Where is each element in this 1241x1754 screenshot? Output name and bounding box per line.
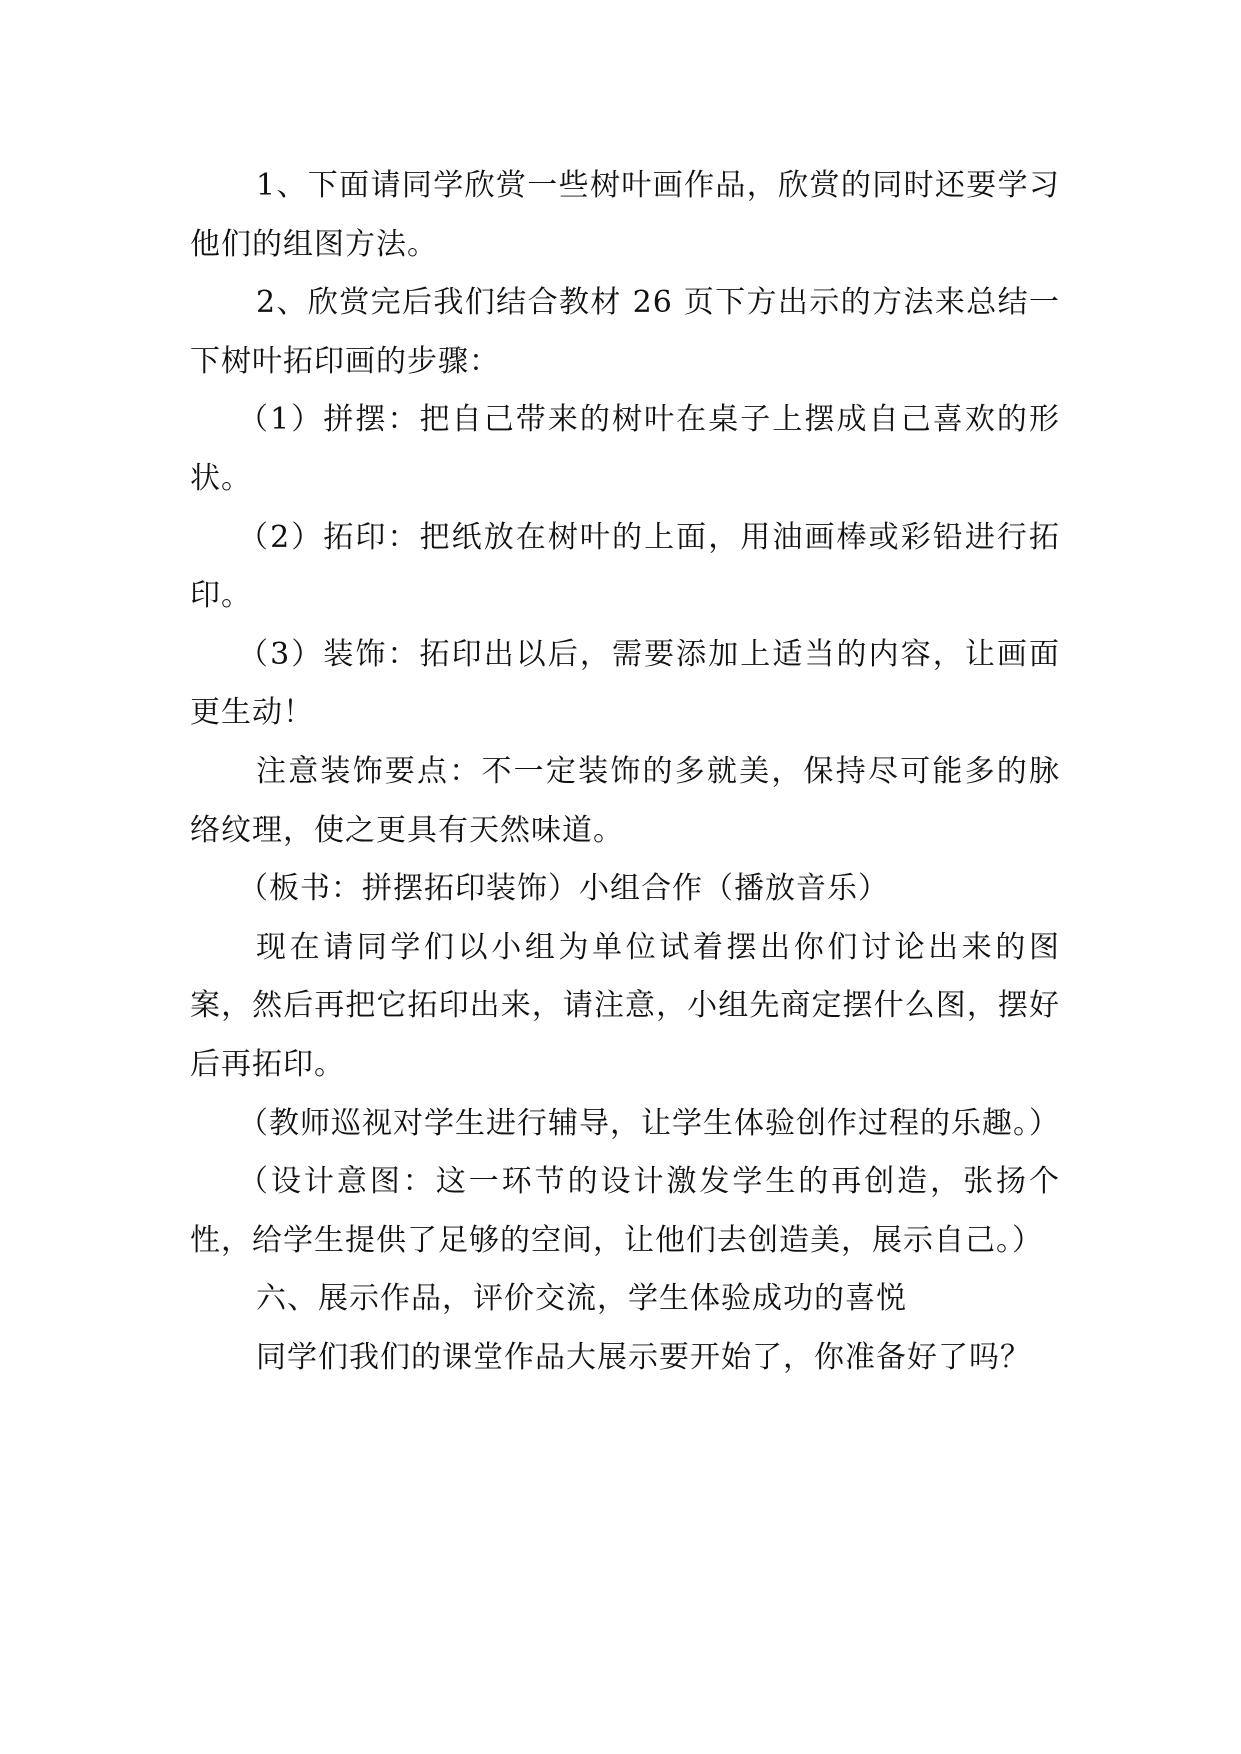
paragraph-decoration-note: 注意装饰要点：不一定装饰的多就美，保持尽可能多的脉络纹理，使之更具有天然味道。: [190, 753, 1060, 848]
paragraph-step-2: （2）拓印：把纸放在树叶的上面，用油画棒或彩铅进行拓印。: [190, 519, 1060, 614]
paragraph-teacher-note: （教师巡视对学生进行辅导，让学生体验创作过程的乐趣。）: [238, 1105, 1060, 1141]
paragraph-showcase: 同学们我们的课堂作品大展示要开始了，你准备好了吗？: [256, 1339, 1031, 1375]
paragraph-1: 1、下面请同学欣赏一些树叶画作品，欣赏的同时还要学习他们的组图方法。: [190, 168, 1060, 262]
paragraph-design-intent: （设计意图：这一环节的设计激发学生的再创造，张扬个性，给学生提供了足够的空间，让他们去创造美，展示自己。）: [190, 1164, 1060, 1258]
paragraph-group-work: 现在请同学们以小组为单位试着摆出你们讨论出来的图案，然后再把它拓印出来，请注意，小组先商定摆什么图，摆好后再拓印。: [190, 929, 1060, 1082]
paragraph-step-1: （1）拼摆：把自己带来的树叶在桌子上摆成自己喜欢的形状。: [190, 402, 1060, 496]
document-page: [190, 157, 1060, 1387]
paragraph-2: 2、欣赏完后我们结合教材 26 页下方出示的方法来总结一下树叶拓印画的步骤：: [190, 285, 1060, 379]
paragraph-blackboard: （板书：拼摆拓印装饰）小组合作（播放音乐）: [238, 871, 889, 907]
paragraph-step-3: （3）装饰：拓印出以后，需要添加上适当的内容，让画面更生动！: [190, 636, 1060, 731]
section-heading-six: 六、展示作品，评价交流，学生体验成功的喜悦: [256, 1281, 907, 1317]
